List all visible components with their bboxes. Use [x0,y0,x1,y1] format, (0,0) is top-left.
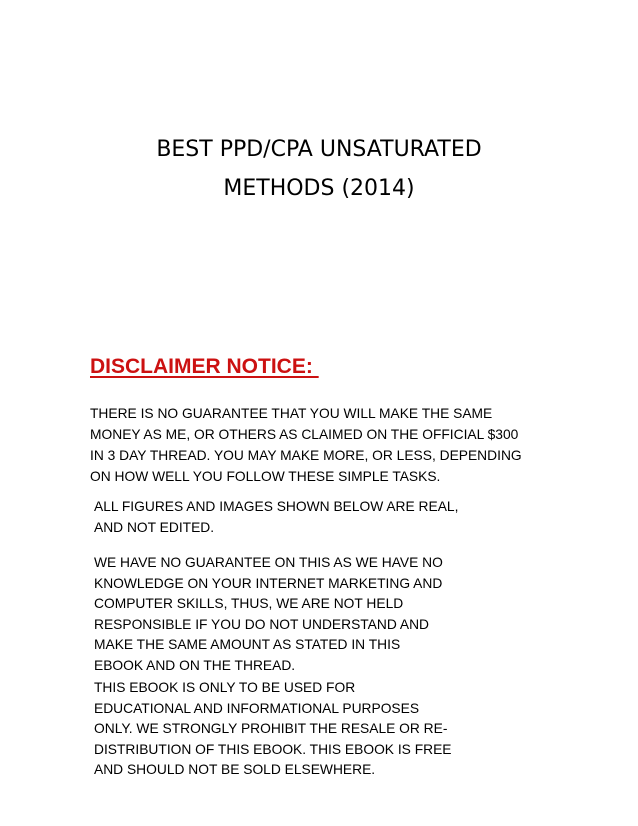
disclaimer-heading: DISCLAIMER NOTICE: [90,355,319,378]
paragraph-line: RESPONSIBLE IF YOU DO NOT UNDERSTAND AND [94,616,430,632]
paragraph-line: AND NOT EDITED. [94,519,215,535]
document-title-line-2: METHODS (2014) [223,176,415,201]
paragraph-line: EDUCATIONAL AND INFORMATIONAL PURPOSES [94,700,420,716]
disclaimer-paragraph-earnings [90,403,522,487]
disclaimer-paragraph-usage [94,678,452,781]
paragraph-line: MAKE THE SAME AMOUNT AS STATED IN THIS [94,637,401,652]
paragraph-line: THIS EBOOK IS ONLY TO BE USED FOR [94,680,356,695]
paragraph-line: THERE IS NO GUARANTEE THAT YOU WILL MAKE THE SAME [90,406,493,421]
paragraph-line: WE HAVE NO GUARANTEE ON THIS AS WE HAVE NO [94,555,443,570]
paragraph-line: ALL FIGURES AND IMAGES SHOWN BELOW ARE REAL, [94,499,459,514]
paragraph-line: EBOOK AND ON THE THREAD. [94,657,296,673]
paragraph-line: IN 3 DAY THREAD. YOU MAY MAKE MORE, OR LESS, DEPENDING [90,448,522,463]
paragraph-line: COMPUTER SKILLS, THUS, WE ARE NOT HELD [94,596,404,611]
document-title-line-1: BEST PPD/CPA UNSATURATED [156,137,482,162]
paragraph-line: MONEY AS ME, OR OTHERS AS CLAIMED ON THE OFFICIAL $300 [90,427,519,442]
paragraph-line: ONLY. WE STRONGLY PROHIBIT THE RESALE OR RE- [94,721,448,736]
disclaimer-paragraph-responsibility [94,553,443,676]
paragraph-line: DISTRIBUTION OF THIS EBOOK. THIS EBOOK IS FREE [94,741,452,757]
disclaimer-paragraph-figures [94,497,458,538]
paragraph-line: ON HOW WELL YOU FOLLOW THESE SIMPLE TASKS. [90,469,441,484]
paragraph-line: KNOWLEDGE ON YOUR INTERNET MARKETING AND [94,575,443,591]
paragraph-line: AND SHOULD NOT BE SOLD ELSEWHERE. [94,762,376,777]
